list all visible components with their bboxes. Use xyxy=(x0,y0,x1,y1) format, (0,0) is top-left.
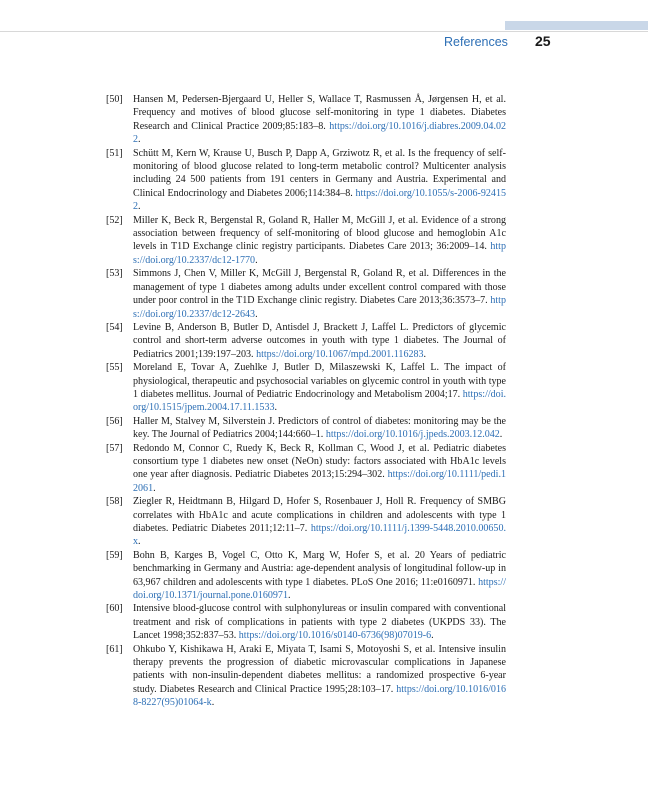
reference-text: Intensive blood-glucose control with sulphonylureas or insulin compared with conventional treatment and risk of complications in patients with type 2 diabetes (UKPDS 33). The Lancet 1998;352:837–53. xyxy=(133,603,506,642)
doi-link[interactable]: https://doi.org/10.1016/0168-8227(95)01064-k xyxy=(133,683,506,709)
header-accent-bar xyxy=(505,21,648,30)
reference-number: [52] xyxy=(106,214,123,226)
reference-item xyxy=(106,267,506,321)
reference-item xyxy=(106,495,506,549)
reference-item xyxy=(106,442,506,496)
reference-suffix: . xyxy=(499,429,503,441)
doi-link[interactable]: https://doi.org/10.1371/journal.pone.0160971 xyxy=(133,576,506,602)
reference-suffix: . xyxy=(138,134,141,146)
doi-link[interactable]: https://doi.org/10.2337/dc12-2643 xyxy=(133,295,506,320)
reference-suffix: . xyxy=(153,482,156,494)
reference-number: [51] xyxy=(106,147,123,159)
reference-text: Ohkubo Y, Kishikawa H, Araki E, Miyata T, Isami S, Motoyoshi S, et al. Intensive insulin therapy prevents the progression of diabetic microvascular complications in Japanese patients with non-insulin-dependent diabetes mellitus: a randomized prospective 6-year study. Diabetes Research and Clinical Practice 1995;28:103–17. xyxy=(133,643,506,695)
reference-number: [57] xyxy=(106,442,123,454)
reference-text: Levine B, Anderson B, Butler D, Antisdel J, Brackett J, Laffel L. Predictors of glycemic control and short-term adverse outcomes in youth with type 1 diabetes. The Journal of Pediatrics 2001;139:197–203. xyxy=(133,321,506,360)
reference-suffix: . xyxy=(287,590,291,602)
reference-suffix: . xyxy=(274,402,278,414)
reference-number: [55] xyxy=(106,362,123,374)
running-header-title: References xyxy=(444,35,508,49)
reference-item xyxy=(106,93,506,147)
reference-number: [50] xyxy=(106,94,123,105)
reference-item xyxy=(106,415,506,442)
header-rule xyxy=(0,31,648,32)
doi-link[interactable]: https://doi.org/10.1016/s0140-6736(98)07019-6 xyxy=(238,630,432,642)
reference-text: Simmons J, Chen V, Miller K, McGill J, Bergenstal R, Goland R, et al. Differences in the management of type 1 diabetes among adults under excellent control compared with those under poor control in the T1D Exchange clinic registry. Diabetes Care 2013;36:3573–7. xyxy=(133,268,506,307)
reference-text: Miller K, Beck R, Bergenstal R, Goland R, Haller M, McGill J, et al. Evidence of a strong association between frequency of self-monitoring of blood glucose and hemoglobin A1c levels in T1D Exchange clinic registry participants. Diabetes Care 2013; 36:2009–14. xyxy=(133,214,506,253)
reference-number: [58] xyxy=(106,496,123,508)
doi-link[interactable]: https://doi.org/10.1016/j.jpeds.2003.12.042 xyxy=(325,429,500,441)
page-number: 25 xyxy=(535,33,551,49)
reference-suffix: . xyxy=(138,201,141,213)
reference-text: Ziegler R, Heidtmann B, Hilgard D, Hofer S, Rosenbauer J, Holl R. Frequency of SMBG correlates with HbA1c and acute complications in children and adolescents with type 1 diabetes. Pediatric Diabetes 2011;12:11–7. xyxy=(133,496,506,534)
reference-item xyxy=(106,602,506,642)
reference-suffix: . xyxy=(211,697,215,709)
reference-number: [60] xyxy=(106,603,123,615)
reference-number: [54] xyxy=(106,321,123,333)
reference-suffix: . xyxy=(138,536,141,548)
reference-number: [61] xyxy=(106,643,123,655)
reference-item xyxy=(106,214,506,268)
reference-text: Haller M, Stalvey M, Silverstein J. Predictors of control of diabetes: monitoring may be the key. The Journal of Pediatrics 2004;144:660–1. xyxy=(133,415,506,441)
reference-text: Schütt M, Kern W, Krause U, Busch P, Dapp A, Grziwotz R, et al. Is the frequency of self-monitoring of blood glucose related to long-term metabolic control? Multicenter analysis including 24 500 patients from 191 centers in Germany and Austria. Experimental and Clinical Endocrinology and Diabetes 2006;114:384–8. xyxy=(133,147,506,199)
reference-number: [56] xyxy=(106,415,123,427)
reference-number: [59] xyxy=(106,549,123,561)
reference-item xyxy=(106,549,506,603)
reference-text: Bohn B, Karges B, Vogel C, Otto K, Marg W, Hofer S, et al. 20 Years of pediatric benchmarking in Germany and Austria: age-dependent analysis of longitudinal follow-up in 63,967 children and adolescents with type 1 diabetes. PLoS One 2016; 11:e0160971. xyxy=(133,549,506,588)
reference-suffix: . xyxy=(255,308,258,320)
reference-suffix: . xyxy=(423,348,427,360)
reference-list xyxy=(106,93,506,710)
doi-link[interactable]: https://doi.org/10.1016/j.diabres.2009.04.022 xyxy=(133,120,506,146)
reference-text: Redondo M, Connor C, Ruedy K, Beck R, Kollman C, Wood J, et al. Pediatric diabetes consortium type 1 diabetes new onset (NeOn) study: factors associated with HbA1c levels one year after diagnosis. Pediatric Diabetes 2013;15:294–302. xyxy=(133,442,506,481)
reference-item xyxy=(106,361,506,415)
doi-link[interactable]: https://doi.org/10.1067/mpd.2001.116283 xyxy=(256,348,424,360)
reference-item xyxy=(106,321,506,361)
reference-item xyxy=(106,643,506,710)
reference-suffix: . xyxy=(255,254,258,266)
reference-number: [53] xyxy=(106,268,123,280)
reference-text: Hansen M, Pedersen-Bjergaard U, Heller S, Wallace T, Rasmussen Å, Jørgensen H, et al. Frequency and motives of blood glucose self-monitoring in type 1 diabetes. Diabetes Research and Clinical Practice 2009;85:183–8. xyxy=(133,94,506,132)
doi-link[interactable]: https://doi.org/10.1111/j.1399-5448.2010.00650.x xyxy=(133,523,506,548)
doi-link[interactable]: https://doi.org/10.1515/jpem.2004.17.11.1533 xyxy=(133,388,506,414)
reference-item xyxy=(106,147,506,214)
doi-link[interactable]: https://doi.org/10.1055/s-2006-924152 xyxy=(133,187,506,213)
doi-link[interactable]: https://doi.org/10.1111/pedi.12061 xyxy=(133,469,506,494)
doi-link[interactable]: https://doi.org/10.2337/dc12-1770 xyxy=(133,241,506,266)
reference-suffix: . xyxy=(431,630,434,642)
reference-text: Moreland E, Tovar A, Zuehlke J, Butler D, Milaszewski K, Laffel L. The impact of physiological, therapeutic and psychosocial variables on glycemic control in youth with type 1 diabetes mellitus. Journal of Pediatric Endocrinology and Metabolism 2004;17. xyxy=(133,362,506,400)
